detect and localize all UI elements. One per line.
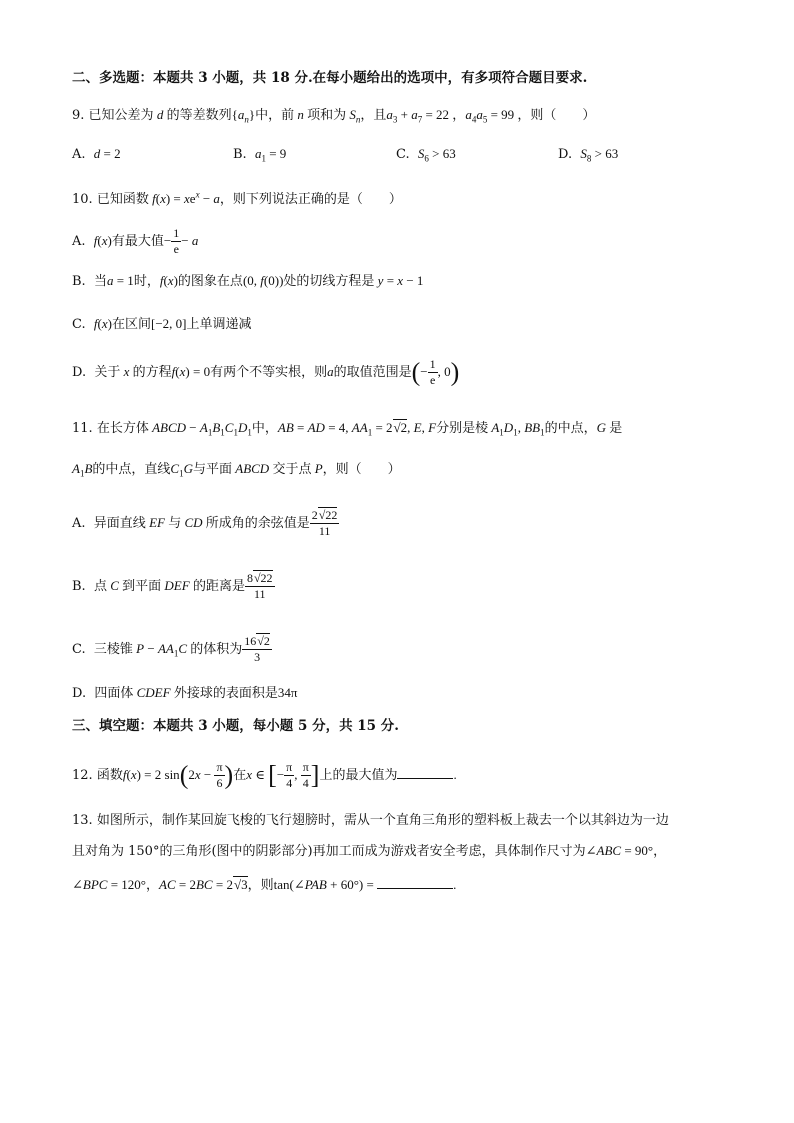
- section-2-heading: 二、多选题：本题共 3 小题，共 18 分.在每小题给出的选项中，有多项符合题目要求.: [72, 70, 588, 86]
- question-13-line-3: ∠BPC = 120°，AC = 2BC = 2√3，则tan(∠PAB + 60°) = .: [72, 877, 457, 893]
- question-11-line-1: 11. 在长方体 ABCD − $A_1B_1C_1D_1$中，AB = AD = 4, $AA_1 = 2√2$, E, F分别是棱 $A_1D_1$, $BB_1$的中点，G 是: [72, 420, 623, 438]
- q10-option-a: A. f(x)有最大值− $\frac{1}{e}$ − a: [72, 226, 199, 256]
- question-10: 10. 已知函数 $f(x) = xe^x - a$，则下列说法正确的是（ ）: [72, 189, 402, 207]
- q11-option-d: D. 四面体 CDEF 外接球的表面积是34π: [72, 685, 298, 701]
- question-9: 9. 已知公差为 d 的等差数列$\{a_n\}$中，前 n 项和为 $S_n$，且$a_3 + a_7 = 22$ ，$a_4a_5 = 99$ ，则（ ）: [72, 107, 596, 125]
- question-13-line-1: 13. 如图所示，制作某回旋飞梭的飞行翅膀时，需从一个直角三角形的塑料板上裁去一个以其斜边为一边: [72, 813, 669, 828]
- q9-option-c: C. $S_6 > 63$: [396, 146, 456, 164]
- q10-option-d: D. 关于 x 的方程f(x) = 0有两个不等实根，则a的取值范围是(− $\frac{1}{e}$ , 0): [72, 357, 460, 387]
- q13-answer-blank[interactable]: [377, 888, 453, 889]
- q10-option-c: C. f(x)在区间[−2, 0]上单调递减: [72, 316, 252, 332]
- q11-option-c: C. 三棱锥 $P - AA_1C$ 的体积为 $\frac{16√2}{3}$: [72, 634, 270, 664]
- q9-option-d: D. $S_8 > 63$: [558, 146, 619, 164]
- question-12: 12. 函数f(x) = 2 sin(2x − $\frac{\pi}{6}$ )在x ∈ [− $\frac{\pi}{4}$ , $\frac{\pi}{4}$ ]上的最大值为 .: [72, 760, 457, 790]
- q11-option-b: B. 点 C 到平面 DEF 的距离是 $\frac{8√22}{11}$: [72, 571, 273, 601]
- q9-option-a: A. d = 2: [72, 146, 121, 162]
- section-3-heading: 三、填空题：本题共 3 小题，每小题 5 分，共 15 分.: [72, 718, 399, 734]
- question-11-line-2: $A_1B$的中点，直线$C_1G$与平面 ABCD 交于点 P，则（ ）: [72, 461, 401, 479]
- q12-answer-blank[interactable]: [397, 778, 453, 779]
- q9-option-b: B. $a_1 = 9$: [233, 146, 287, 164]
- question-13-line-2: 且对角为 150°的三角形(图中的阴影部分)再加工而成为游戏者安全考虑，具体制作尺寸为∠ABC = 90°，: [72, 843, 667, 859]
- q11-option-a: A. 异面直线 EF 与 CD 所成角的余弦值是 $\frac{2√22}{11}$: [72, 508, 338, 538]
- q10-option-b: B. 当a = 1时，f(x)的图象在点(0, f(0))处的切线方程是 y = x − 1: [72, 273, 424, 289]
